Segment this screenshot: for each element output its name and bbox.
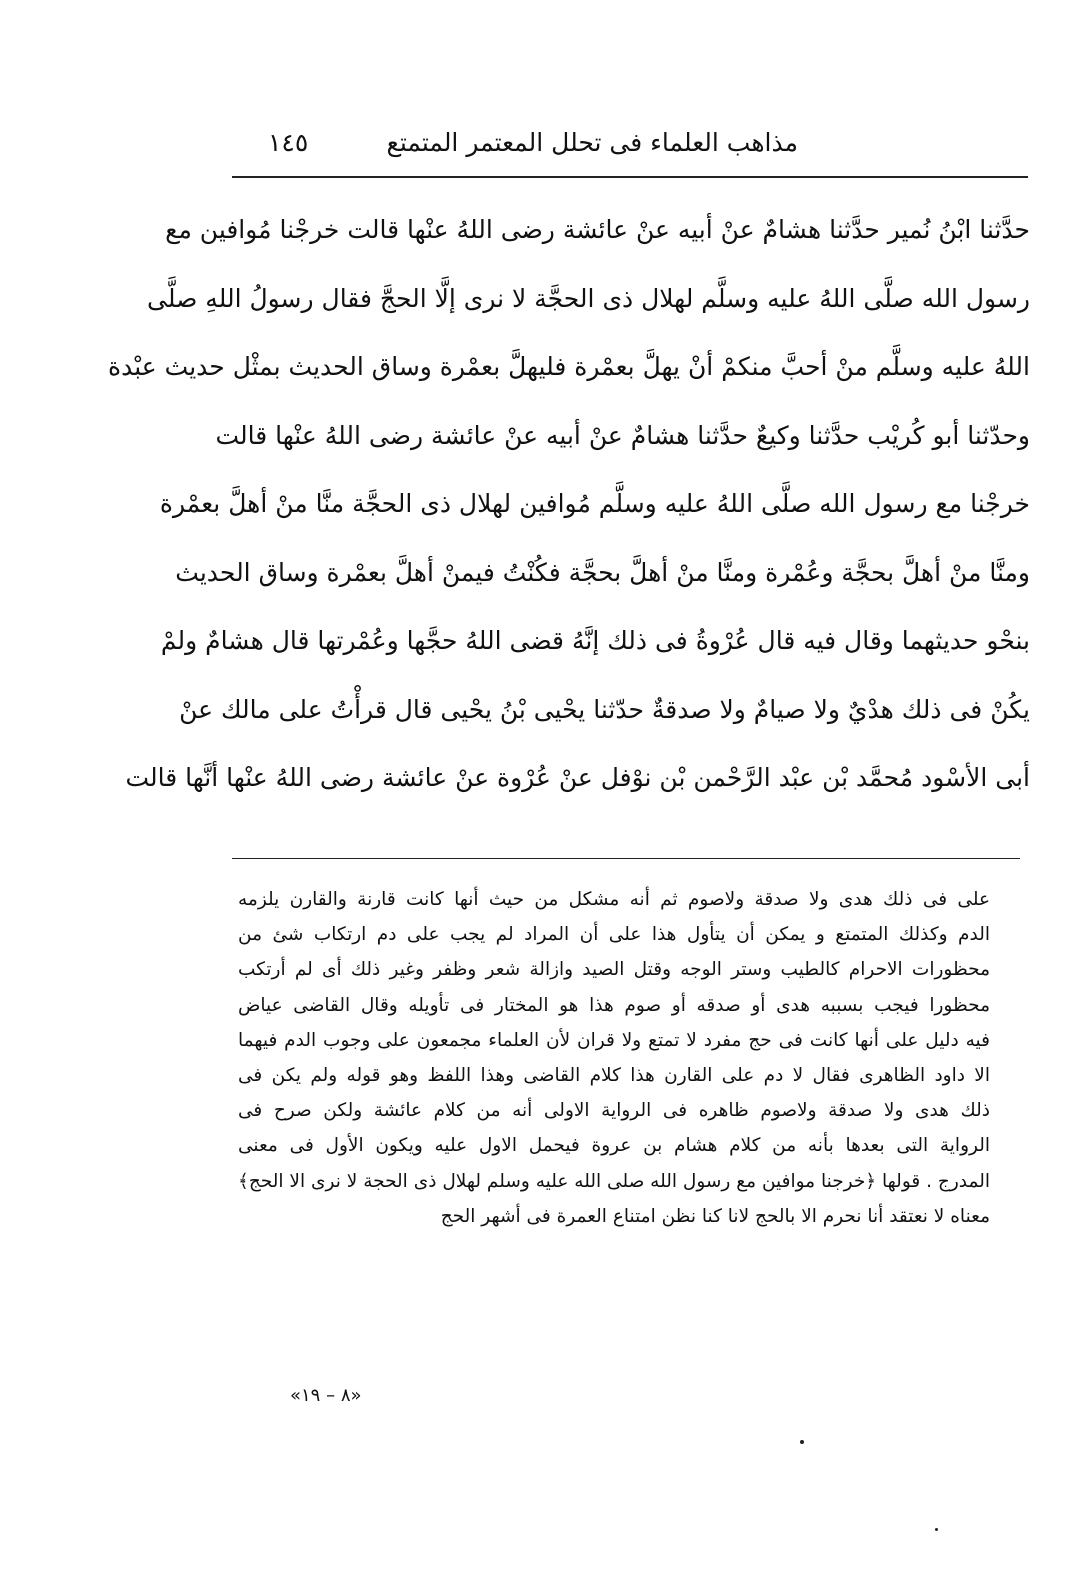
hadith-line: خرجْنا مع رسول الله صلَّى اللهُ عليه وسلَّم مُوافين لهلال ذى الحجَّة منَّا منْ أهلَّ بعمْرة — [159, 489, 1030, 518]
page-header — [228, 128, 798, 168]
commentary-line: الدم وكذلك المتمتع و يمكن أن يتأول هذا على أن المراد لم يجب على دم ارتكاب شئ من — [238, 924, 990, 946]
hadith-line: ومنَّا منْ أهلَّ بحجَّة وعُمْرة ومنَّا منْ أهلَّ بحجَّة فكُنْتُ فيمنْ أهلَّ بعمْرة وساق الحديث — [175, 557, 1030, 587]
commentary-line: على فى ذلك هدى ولا صدقة ولاصوم ثم أنه مشكل من حيث أنها كانت قارنة والقارن يلزمه — [238, 889, 990, 910]
hadith-line: يكُنْ فى ذلك هدْيٌ ولا صيامٌ ولا صدقةٌ حدّثنا يحْيى بْنُ يحْيى قال قرأْتُ على مالك عنْ — [179, 694, 1030, 724]
section-divider — [232, 858, 1020, 859]
hadith-line: وحدّثنا أبو كُريْب حدَّثنا وكيعٌ حدَّثنا هشامٌ عنْ أبيه عنْ عائشة رضى اللهُ عنْها قالت — [215, 420, 1030, 450]
header-rule — [232, 176, 1028, 178]
hadith-line: اللهُ عليه وسلَّم منْ أحبَّ منكمْ أنْ يهلَّ بعمْرة فليهلَّ بعمْرة وساق الحديث بمثْل حديث عبْدة — [108, 352, 1030, 381]
hadith-text — [108, 196, 1030, 813]
hadith-line: حدَّثنا ابْنُ نُمير حدَّثنا هشامٌ عنْ أبيه عنْ عائشة رضى اللهُ عنْها قالت خرجْنا مُوافين مع — [165, 215, 1030, 244]
commentary-line: الا داود الظاهرى فقال لا دم على القارن هذا كلام القاضى وهذا اللفظ وهو قوله ولم يكن فى — [238, 1064, 990, 1086]
commentary-line: المدرج . قولها ﴿خرجنا موافين مع رسول الله صلى الله عليه وسلم لهلال ذى الحجة لا نرى الا الحج﴾ — [238, 1170, 990, 1192]
commentary-line: ذلك هدى ولا صدقة ولاصوم ظاهره فى الرواية الاولى أنه من كلام عائشة ولكن صرح فى — [238, 1100, 990, 1122]
printer-signature: «٨ – ١٩» — [290, 1385, 362, 1406]
commentary-line: معناه لا نعتقد أنا نحرم الا بالحج لانا كنا نظن امتناع العمرة فى أشهر الحج — [440, 1205, 990, 1227]
commentary-text — [238, 882, 990, 1234]
commentary-line: محظورات الاحرام كالطيب وستر الوجه وقتل الصيد وازالة شعر وظفر وغير ذلك أى لم أرتكب — [238, 959, 990, 981]
commentary-line: الرواية التى بعدها بأنه من كلام هشام بن عروة فيحمل الاول عليه ويكون الأول فى معنى — [238, 1135, 990, 1157]
hadith-line: بنحْو حديثهما وقال فيه قال عُرْوةُ فى ذلك إنَّهُ قضى اللهُ حجَّها وعُمْرتها قال هشامٌ ولمْ — [160, 626, 1030, 655]
speck — [800, 1440, 804, 1444]
speck — [935, 1528, 938, 1531]
commentary-line: فيه دليل على أنها كانت فى حج مفرد لا تمتع ولا قران لأن العلماء مجمعون على وجوب الدم فيهما — [238, 1029, 990, 1051]
page-number: ١٤٥ — [268, 128, 309, 157]
hadith-line: رسول الله صلَّى اللهُ عليه وسلَّم لهلال ذى الحجَّة لا نرى إلَّا الحجَّ فقال رسولُ اللهِ صلَّى — [147, 283, 1030, 313]
hadith-line: أبى الأسْود مُحمَّد بْن عبْد الرَّحْمن بْن نوْفل عنْ عُرْوة عنْ عائشة رضى اللهُ عنْها أنَّها قالت — [125, 763, 1030, 792]
running-title: مذاهب العلماء فى تحلل المعتمر المتمتع — [386, 128, 798, 157]
commentary-line: محظورا فيجب بسببه هدى أو صدقه أو صوم هذا هو المختار فى تأويله وقال القاضى عياض — [238, 994, 990, 1016]
